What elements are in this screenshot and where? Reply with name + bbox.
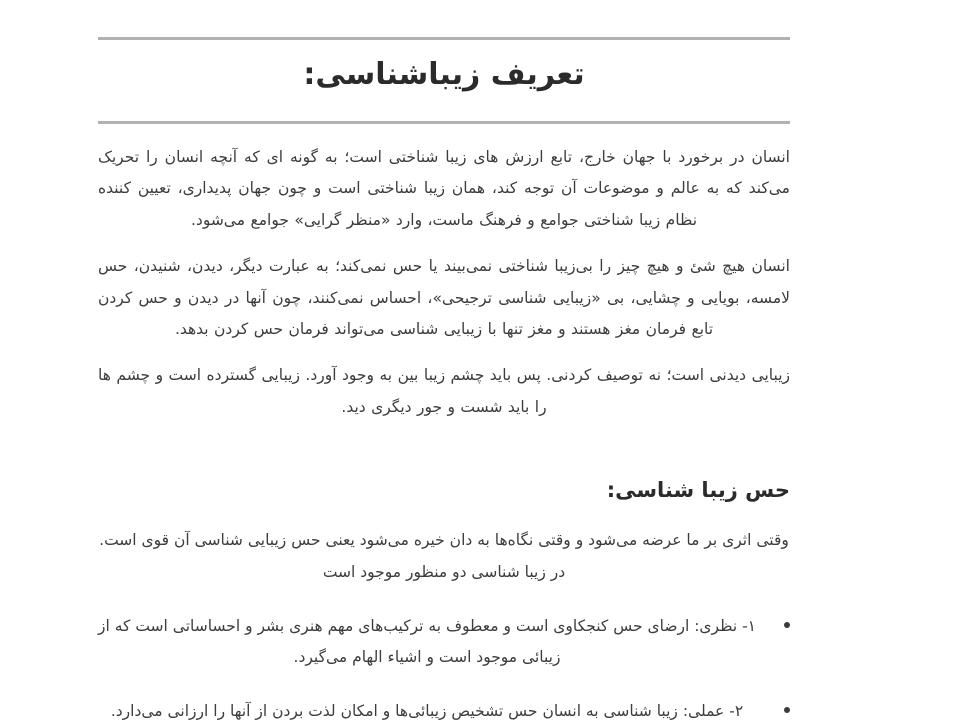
spacer-before-section bbox=[98, 424, 790, 476]
section-heading-aesthetic-sense: حس زیبا شناسی: bbox=[606, 477, 790, 502]
bullet-dot-icon bbox=[784, 707, 790, 713]
spacer-after-section-heading bbox=[98, 505, 790, 525]
aesthetic-purposes-list bbox=[98, 611, 790, 728]
body-paragraph-1: انسان در برخورد با جهان خارج، تابع ارزش های زیبا شناختی است؛ به گونه ای که آنچه انسان را تحریک می‌کند که به عالم و موضوعات آن توجه کند، همان زیبا شناختی است و چون جهان پدیداری، تعیین کننده نظام زیبا شناختی جوامع و فرهنگ ماست، وارد «منظر گرایی» جوامع می‌شود. bbox=[98, 147, 790, 230]
list-item-label: ۱- نظری: ارضای حس کنجکاوی است و معطوف به ترکیب‌های مهم هنری بشر و احساساتی است که از زیبائی موجود است و اشیاء الهام می‌گیرد. bbox=[98, 616, 756, 667]
title-rule-top bbox=[98, 37, 790, 40]
spacer-after-title-rule bbox=[98, 124, 790, 142]
body-paragraph-2: انسان هیچ شئ و هیچ چیز را بی‌زیبا شناختی نمی‌بیند یا حس نمی‌کند؛ به عبارت دیگر، دیدن، شنیدن، حس لامسه، بویایی و چشایی، بی «زیبایی شناسی ترجیحی»، احساس نمی‌کنند، چون آنها در دیدن و حس کردن تابع فرمان مغز هستند و مغز تنها با زیبایی شناسی می‌تواند فرمان حس کردن بدهد. bbox=[98, 256, 790, 339]
list-item bbox=[98, 611, 790, 675]
section-line-1: وقتی اثری بر ما عرضه می‌شود و وقتی نگاه‌ها به دان خیره می‌شود یعنی حس زیبایی شناسی آن قوی است. bbox=[99, 531, 789, 550]
page-title: تعریف زیباشناسی: bbox=[303, 57, 585, 92]
document-content bbox=[98, 0, 790, 728]
list-item-label: ۲- عملی: زیبا شناسی به انسان حس تشخیص زیبائی‌ها و امکان لذت بردن از آنها را ارزانی می‌دارد. bbox=[110, 702, 744, 721]
section-line-2: در زیبا شناسی دو منظور موجود است bbox=[322, 562, 566, 581]
list-item bbox=[98, 696, 790, 728]
bullet-dot-icon bbox=[784, 622, 790, 628]
spacer-before-list bbox=[98, 589, 790, 611]
body-paragraph-3: زیبایی دیدنی است؛ نه توصیف کردنی. پس باید چشم زیبا بین به وجود آورد. زیبایی گسترده است و چشم ها را باید شست و جور دیگری دید. bbox=[98, 366, 790, 416]
